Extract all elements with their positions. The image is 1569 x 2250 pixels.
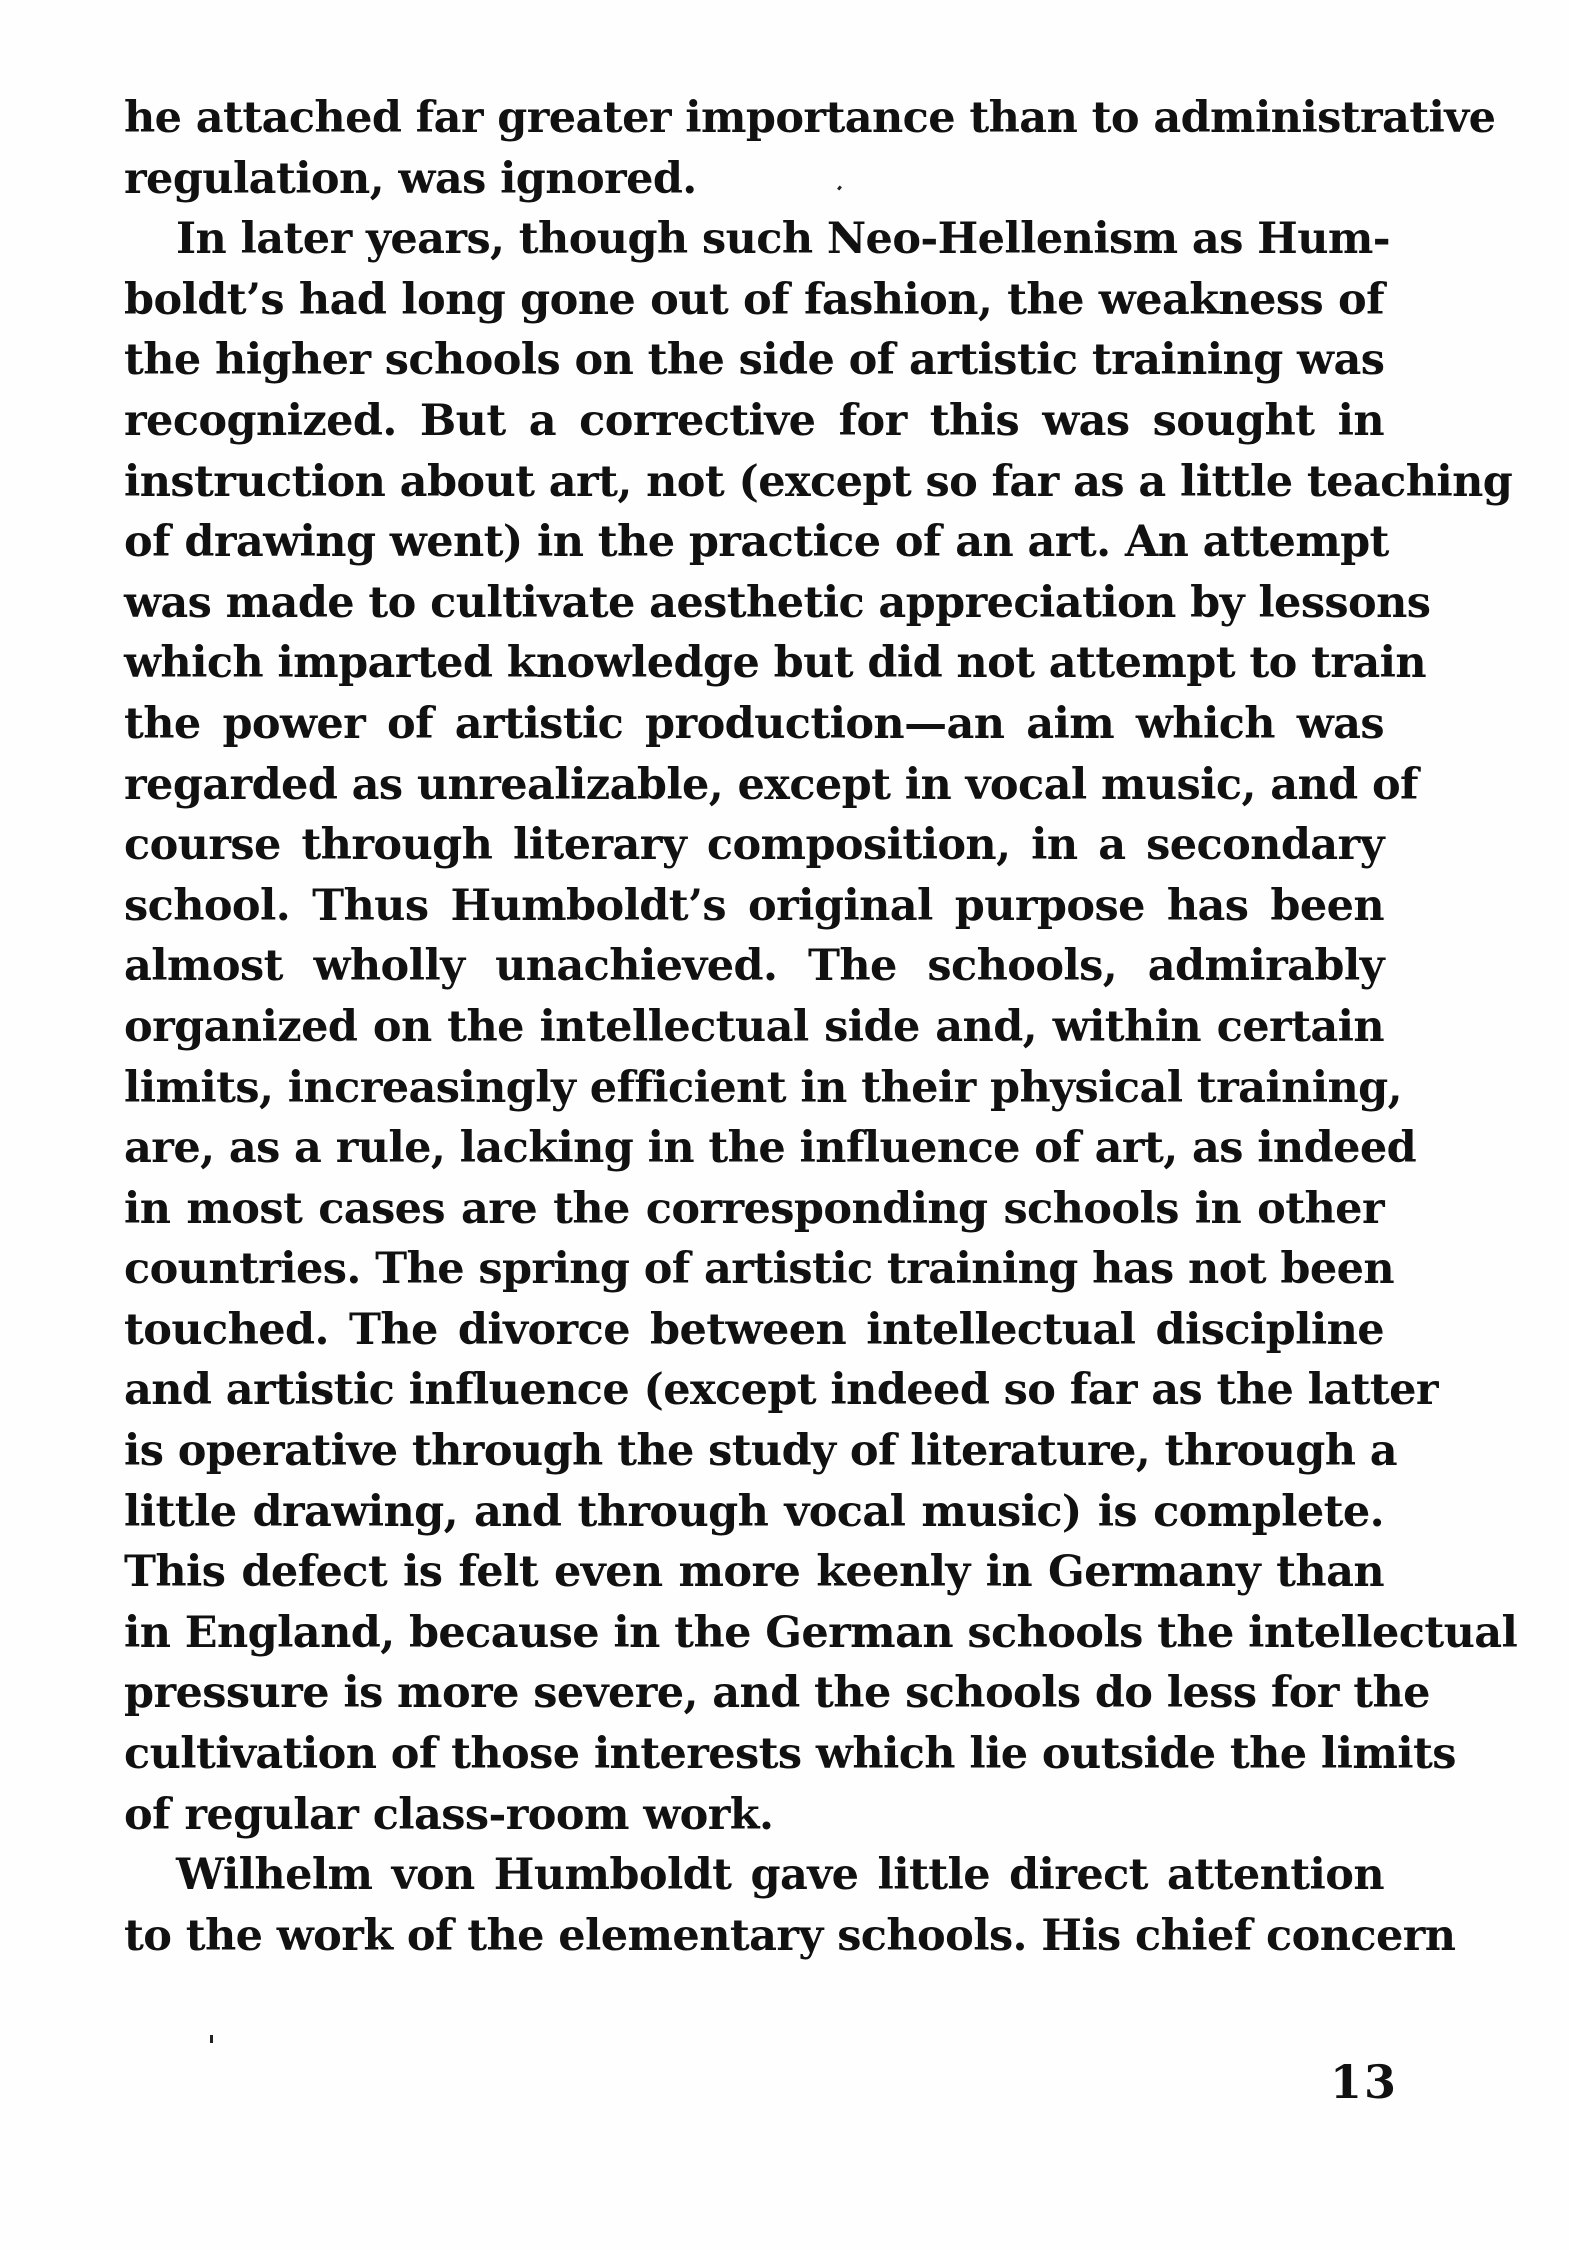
text-line: regulation, was ignored. bbox=[124, 153, 697, 204]
text-line: Wilhelm von Humboldt gave little direct attention bbox=[176, 1850, 1384, 1901]
text-line: countries. The spring of artistic training has not been bbox=[124, 1244, 1395, 1295]
text-line: of regular class-room work. bbox=[124, 1789, 774, 1840]
text-line: In later years, though such Neo-Hellenism as Hum- bbox=[176, 214, 1391, 265]
paragraph-3 bbox=[124, 1845, 1456, 1966]
text-line: which imparted knowledge but did not attempt to train bbox=[124, 638, 1427, 689]
paragraph-2 bbox=[124, 209, 1518, 1845]
text-line: course through literary composition, in a secondary bbox=[124, 820, 1384, 871]
text-line: the higher schools on the side of artistic training was bbox=[124, 335, 1385, 386]
text-line: instruction about art, not (except so far as a little teaching bbox=[124, 456, 1513, 507]
text-line: organized on the intellectual side and, within certain bbox=[124, 1001, 1384, 1052]
text-line: was made to cultivate aesthetic appreciation by lessons bbox=[124, 577, 1431, 628]
text-line: boldt’s had long gone out of fashion, the weakness of bbox=[124, 274, 1384, 325]
text-line: the power of artistic production—an aim which was bbox=[124, 698, 1384, 749]
text-line: to the work of the elementary schools. His chief concern bbox=[124, 1910, 1456, 1961]
text-line: in most cases are the corresponding schools in other bbox=[124, 1183, 1384, 1234]
text-line: almost wholly unachieved. The schools, admirably bbox=[124, 941, 1384, 992]
scan-speck bbox=[210, 2035, 213, 2043]
text-line: are, as a rule, lacking in the influence of art, as indeed bbox=[124, 1123, 1417, 1174]
text-line: of drawing went) in the practice of an art. An attempt bbox=[124, 517, 1389, 568]
text-line: This defect is felt even more keenly in Germany than bbox=[124, 1547, 1384, 1598]
page-number: 13 bbox=[1330, 2055, 1399, 2109]
text-line: pressure is more severe, and the schools do less for the bbox=[124, 1668, 1430, 1719]
text-line: regarded as unrealizable, except in vocal music, and of bbox=[124, 759, 1418, 810]
text-line: school. Thus Humboldt’s original purpose has been bbox=[124, 880, 1384, 931]
paragraph-1 bbox=[124, 88, 1496, 209]
text-line: limits, increasingly efficient in their physical training, bbox=[124, 1062, 1403, 1113]
text-line: cultivation of those interests which lie outside the limits bbox=[124, 1729, 1456, 1780]
text-line: is operative through the study of literature, through a bbox=[124, 1426, 1397, 1477]
text-line: and artistic influence (except indeed so far as the latter bbox=[124, 1365, 1438, 1416]
text-line: recognized. But a corrective for this was sought in bbox=[124, 395, 1384, 446]
text-line: in England, because in the German schools the intellectual bbox=[124, 1607, 1518, 1658]
text-line: little drawing, and through vocal music) is complete. bbox=[124, 1486, 1384, 1537]
text-line: touched. The divorce between intellectual discipline bbox=[124, 1304, 1384, 1355]
body-text bbox=[124, 88, 1518, 1966]
text-line: he attached far greater importance than to administrative bbox=[124, 93, 1496, 143]
